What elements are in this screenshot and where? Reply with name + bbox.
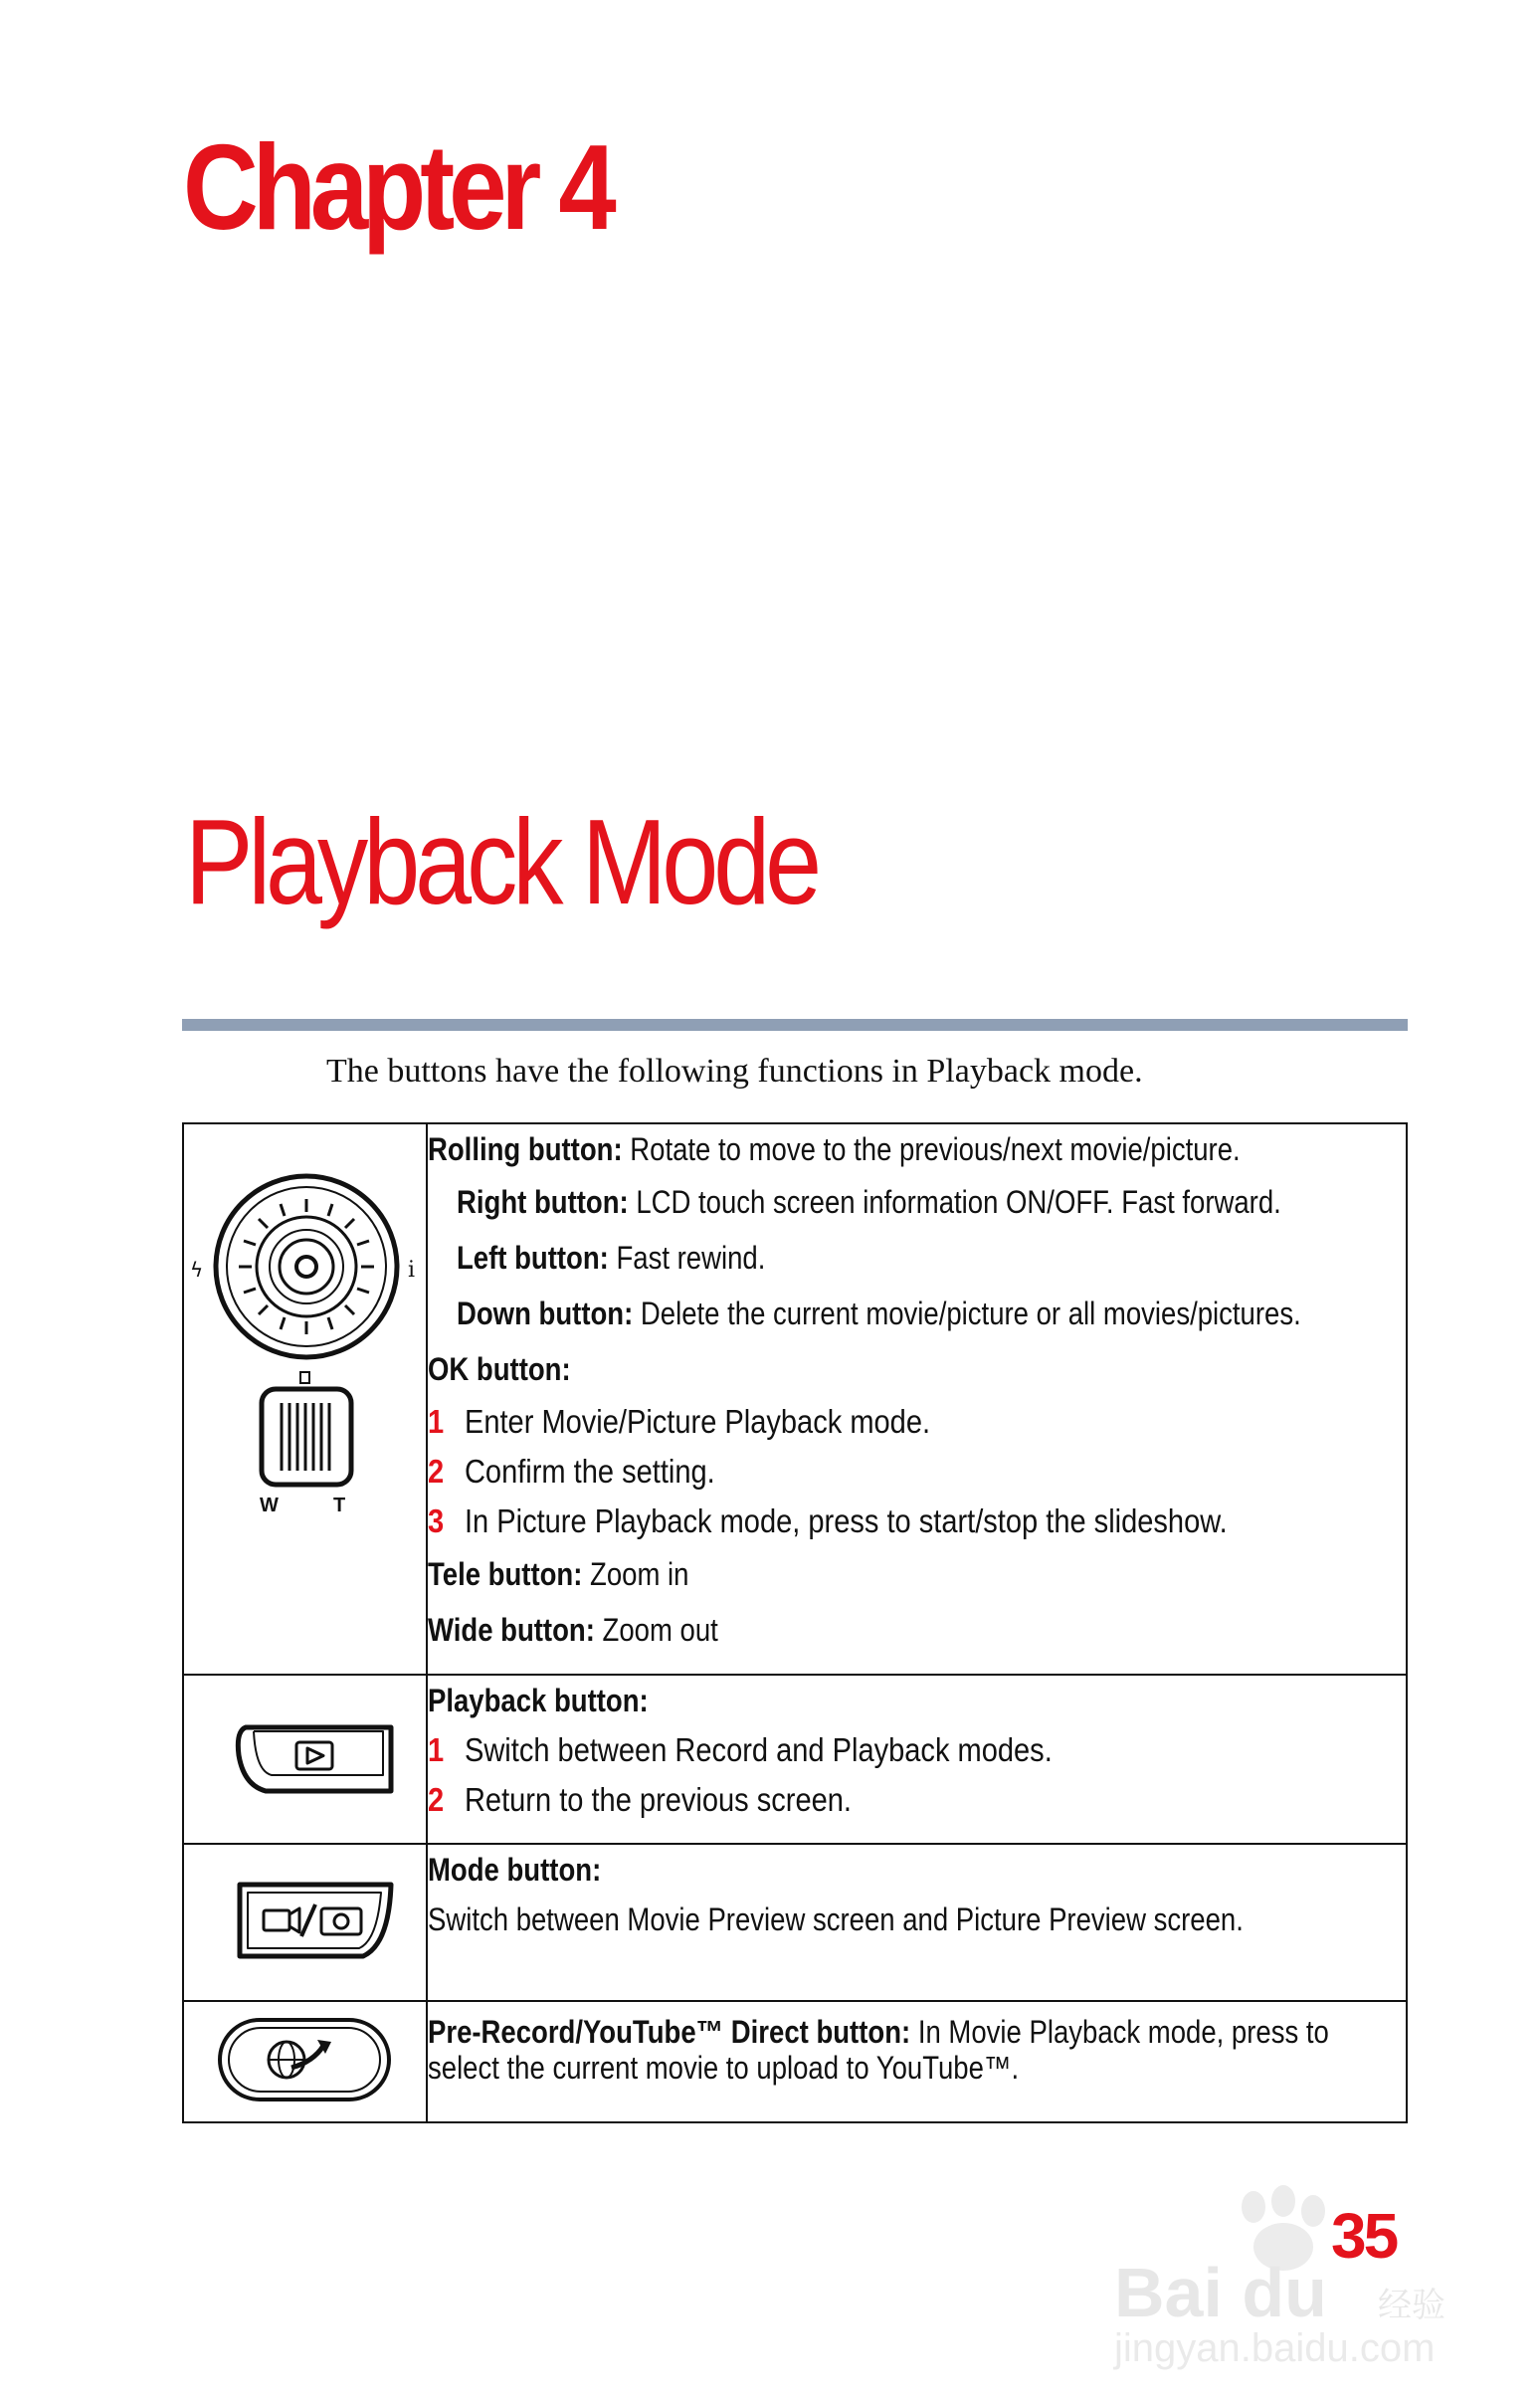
flash-icon: ϟ <box>190 1258 204 1282</box>
right-button-desc: Right button: LCD touch screen information ON/OFF. Fast forward. <box>457 1184 1281 1220</box>
table-row <box>183 2001 1407 2122</box>
youtube-direct-button-desc: Pre-Record/YouTube™ Direct button: In Movie Playback mode, press to select the current movie to upload to YouTube™. <box>428 2014 1329 2086</box>
text-cell <box>427 1844 1407 2001</box>
mode-button-desc: Switch between Movie Preview screen and Picture Preview screen. <box>428 1901 1244 1937</box>
table-row <box>183 1123 1407 1675</box>
intro-text: The buttons have the following functions in Playback mode. <box>326 1053 1143 1090</box>
down-button-desc: Down button: Delete the current movie/picture or all movies/pictures. <box>457 1296 1301 1331</box>
wide-button-desc: Wide button: Zoom out <box>428 1612 718 1648</box>
ok-button-desc: OK button: <box>428 1351 571 1387</box>
icon-cell <box>183 1675 427 1844</box>
watermark <box>1104 2177 1462 2376</box>
playback-button-icon <box>184 1676 426 1843</box>
list-item: 1 Switch between Record and Playback modes. <box>428 1731 1053 1768</box>
youtube-direct-button-icon <box>184 2002 426 2121</box>
icon-cell <box>183 1844 427 2001</box>
divider <box>182 1019 1408 1031</box>
button-functions-table <box>182 1122 1408 2123</box>
page-number: 35 <box>1331 2200 1397 2272</box>
page-title: Playback Mode <box>185 794 818 929</box>
watermark-suffix: 经验 <box>1378 2286 1445 2325</box>
text-cell <box>427 1675 1407 1844</box>
icon-cell <box>183 1123 427 1675</box>
mode-button-icon <box>184 1845 426 2000</box>
info-icon: i <box>408 1258 416 1283</box>
table-row <box>183 1844 1407 2001</box>
icon-cell <box>183 2001 427 2122</box>
tele-button-desc: Tele button: Zoom in <box>428 1556 689 1592</box>
left-button-desc: Left button: Fast rewind. <box>457 1240 766 1276</box>
rolling-button-desc: Rolling button: Rotate to move to the previous/next movie/picture. <box>428 1131 1241 1167</box>
text-cell <box>427 2001 1407 2122</box>
table-row <box>183 1675 1407 1844</box>
playback-button-desc: Playback button: <box>428 1683 649 1718</box>
wide-label: W <box>260 1495 279 1516</box>
rolling-dial-zoom-lever-icon <box>184 1124 426 1674</box>
list-item: 2 Confirm the setting. <box>428 1453 715 1490</box>
text-cell <box>427 1123 1407 1675</box>
tele-label: T <box>333 1495 346 1516</box>
list-item: 2 Return to the previous screen. <box>428 1781 852 1818</box>
mode-button-title: Mode button: <box>428 1852 602 1888</box>
list-item: 1 Enter Movie/Picture Playback mode. <box>428 1403 931 1440</box>
watermark-url: jingyan.baidu.com <box>1114 2326 1436 2370</box>
list-item: 3 In Picture Playback mode, press to start/stop the slideshow. <box>428 1502 1228 1539</box>
chapter-heading: Chapter 4 <box>183 119 611 255</box>
watermark-brand: Bai du <box>1114 2254 1327 2331</box>
